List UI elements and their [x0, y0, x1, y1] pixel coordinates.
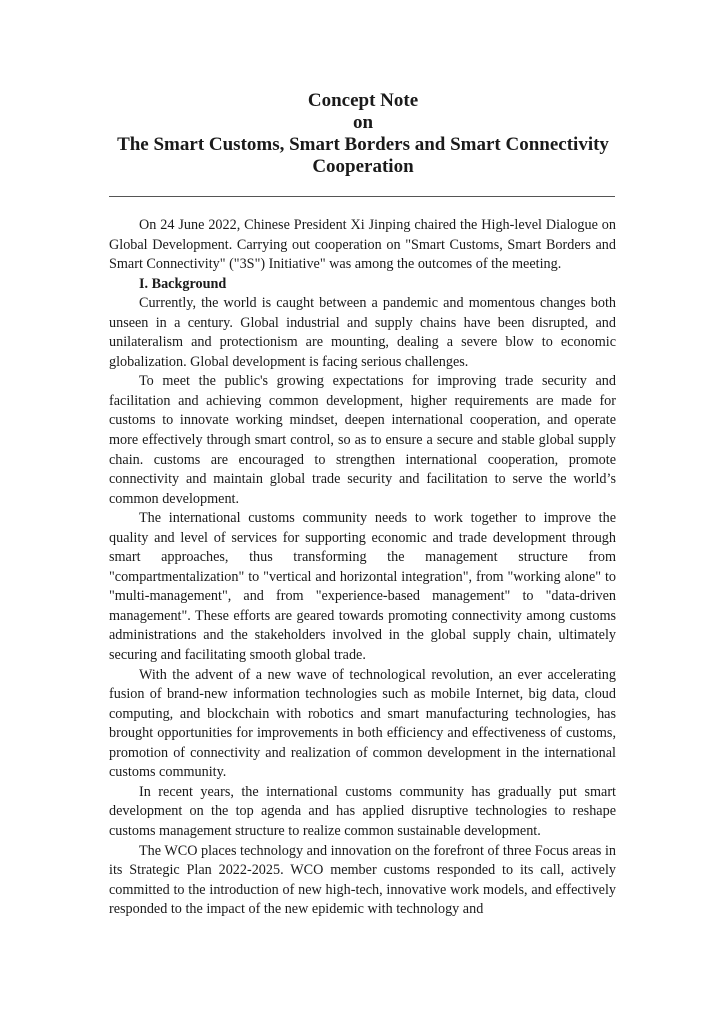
paragraph-1: Currently, the world is caught between a pandemic and momentous changes both unseen in a century. Global industrial and supply chains have been disrupted, and unilateralism and protectionism are mounting, dealing a severe blow to economic globalization. Global development is facing serious challenges.: [109, 295, 616, 370]
title-line-3: The Smart Customs, Smart Borders and Smart Connectivity: [117, 134, 609, 155]
paragraph-6: The WCO places technology and innovation on the forefront of three Focus areas in its Strategic Plan 2022-2025. WCO member customs responded to its call, actively committed to the introduction of new high-tech, innovative work models, and effectively responded to the impact of the new epidemic with technology and: [109, 842, 616, 918]
section-heading-background: I. Background: [139, 275, 227, 292]
title-divider: [109, 196, 615, 197]
intro-paragraph: On 24 June 2022, Chinese President Xi Jinping chaired the High-level Dialogue on Global Development. Carrying out cooperation on "Smart Customs, Smart Borders and Smart Connectivity" ("3S") Initiative" was among the outcomes of the meeting.: [109, 217, 616, 273]
paragraph-2: To meet the public's growing expectations for improving trade security and facilitation and achieving common development, higher requirements are made for customs to innovate working mindset, deepen international cooperation, and operate more effectively through smart control, so as to ensure a secure and stable global supply chain. customs are encouraged to strengthen international cooperation, promote connectivity and maintain global trade security and facilitation to serve the world’s common development.: [109, 373, 616, 507]
title-line-1: Concept Note: [307, 90, 419, 111]
paragraph-5: In recent years, the international customs community has gradually put smart development on the top agenda and has applied disruptive technologies to reshape customs management structure to realize common sustainable development.: [109, 783, 616, 839]
document-body: [109, 216, 616, 920]
document-title: [100, 90, 626, 178]
title-line-4: Cooperation: [312, 156, 414, 177]
paragraph-4: With the advent of a new wave of technological revolution, an ever accelerating fusion of brand-new information technologies such as mobile Internet, big data, cloud computing, and blockchain with robotics and smart manufacturing technologies, has brought opportunities for improvements in both efficiency and effectiveness of customs, promotion of connectivity and realization of common development in the international customs community.: [109, 666, 616, 781]
title-line-2: on: [352, 112, 374, 133]
paragraph-3: The international customs community needs to work together to improve the quality and level of services for supporting economic and trade development through smart approaches, thus transforming the management structure from "compartmentalization" to "vertical and horizontal integration", from "working alone" to "multi-management", and from "experience-based management" to "data-driven management". These efforts are geared towards promoting connectivity among customs administrations and the stakeholders involved in the global supply chain, ultimately securing and facilitating smooth global trade.: [109, 510, 616, 664]
